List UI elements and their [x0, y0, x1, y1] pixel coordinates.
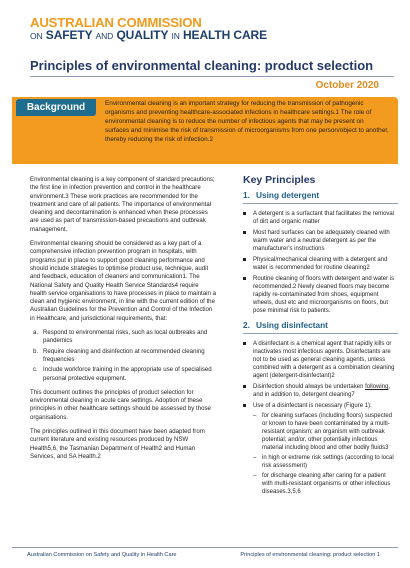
section-heading-disinfectant: 2. Using disinfectant [243, 320, 328, 330]
footer-divider [12, 547, 398, 548]
org-name-line1: AUSTRALIAN COMMISSION [30, 15, 202, 30]
footer-page-info: Principles of environmental cleaning: product selection 1 [240, 552, 380, 558]
sub-list-item: – in high or extreme risk settings (according to local risk assessment) [253, 455, 394, 469]
list-item: Most hard surfaces can be adequately cleaned with warm water and a neutral detergent as per the manufacturer's instructions [243, 229, 398, 253]
key-principles-heading: Key Principles [243, 174, 316, 186]
bullet-icon [243, 277, 246, 280]
disinfectant-list [243, 340, 398, 496]
list-item: Physical/mechanical cleaning with a detergent and water is recommended for routine cleaning2 [243, 256, 398, 272]
org-name-line2: ON SAFETY AND QUALITY IN HEALTH CARE [30, 28, 267, 43]
footer-organisation: Australian Commission on Safety and Quality in Health Care [27, 552, 177, 558]
list-item: Routine cleaning of floors with detergent and water is recommended.2 Newly cleaned floors may become rapidly re-contaminated from shoes, equipment wheels, dust etc and microorganisms on floors, but pose minimal risk to patients. [243, 275, 398, 315]
publication-date: October 2020 [315, 80, 379, 91]
list-item: A detergent is a surfactant that facilitates the removal of dirt and organic matter [243, 210, 398, 226]
list-item: A disinfectant is a chemical agent that rapidly kills or inactivates most infectious agents. Disinfectants are not to be used as general cleaning agents, unless combined with a detergent as a combination cleaning agent (detergent-disinfectant)2 [243, 340, 398, 380]
bullet-icon [243, 404, 246, 407]
section-heading-detergent: 1. Using detergent [243, 190, 320, 200]
paragraph: The principles outlined in this document have been adapted from current literature and existing resources produced by NSW Health5,6, the Tasmanian Department of Health2 and Human Services, and SA Health.2 [30, 428, 205, 460]
bullet-icon [243, 212, 246, 215]
list-item: b. Require cleaning and disinfection at recommended cleaning frequencies [33, 347, 205, 363]
left-column [30, 176, 216, 467]
bullet-icon [243, 385, 246, 388]
page-title: Principles of environmental cleaning: product selection [30, 58, 374, 73]
list-item: c. Include workforce training in the appropriate use of specialised personal protective equipment. [33, 366, 212, 382]
bullet-icon [243, 231, 246, 234]
sub-list-item: – for cleaning surfaces (including floors) suspected or known to have been contaminated by a multi-resistant organism; an organism with outbreak potential; and/or, other potentially infectious material including blood and other bodily fluids3 [253, 413, 393, 451]
bullet-icon [243, 258, 246, 261]
section-divider [243, 203, 398, 204]
background-label: Background [16, 99, 96, 116]
paragraph: Environmental cleaning is a key component of standard precautions; the first line in infection prevention and control in the healthcare environment.3 These work practices are recommended for the treatment and care of all patients. The importance of environmental cleaning and decontamination is enhanced when these processes are used as part of transmission-based precautions and outbreak management. [30, 176, 215, 233]
detergent-list [243, 210, 398, 315]
list-item: Use of a disinfectant is necessary (Figure 1): – for cleaning surfaces (including floors) suspected or known to have been contaminated by a multi-resistant organism; an organism with outbreak potential; and/or, other potentially infectious material including blood and other bodily fluids3 – in high or extreme risk settings (according to local risk assessment) – for discharge cleaning after caring for a patient with multi-resistant organisms or other infectious diseases.3,5,6 [243, 402, 398, 496]
background-text: Environmental cleaning is an important strategy for reducing the transmission of pathogenic organisms and preventing healthcare-associated infections in healthcare settings.1 The role of environmental cleaning is to reduce the number of infectious agents that may be present on surfaces and minimise the risk of transmission of microorganisms from one person/object to another, thereby reducing the risk of infection.2 [105, 100, 389, 143]
key-principles-column [243, 174, 398, 499]
organisation-logo [30, 16, 267, 42]
disinfectant-sublist [253, 412, 398, 496]
title-divider [30, 76, 394, 77]
list-item: a. Respond to environmental risks, such as local outbreaks and pandemics [33, 329, 208, 345]
paragraph: This document outlines the principles of product selection for environmental cleaning in acute care settings. Adoption of these principles in other healthcare settings should be assessed by those organisations. [30, 388, 211, 421]
sub-list-item: – for discharge cleaning after caring for a patient with multi-resistant organisms or other infectious diseases.3,5,6 [253, 473, 391, 495]
section-divider [243, 333, 398, 334]
list-item: Disinfection should always be undertaken following, and in addition to, detergent cleaning7 [243, 383, 398, 399]
bullet-icon [243, 342, 246, 345]
paragraph: Environmental cleaning should be considered as a key part of a comprehensive infection prevention program in hospitals, with programs put in place to support good cleaning performance and should include strategies to optimise product use, technique, audit and feedback, education of cleaners and communication1. The National Safety and Quality Health Service Standards4 require health service organisations to have processes in place to maintain a clean and hygienic environment, in line with the current edition of the Australian Guidelines for the Prevention and Control of the Infection in Healthcare, and jurisdictional requirements, that: [30, 240, 216, 322]
requirements-list [30, 329, 216, 383]
